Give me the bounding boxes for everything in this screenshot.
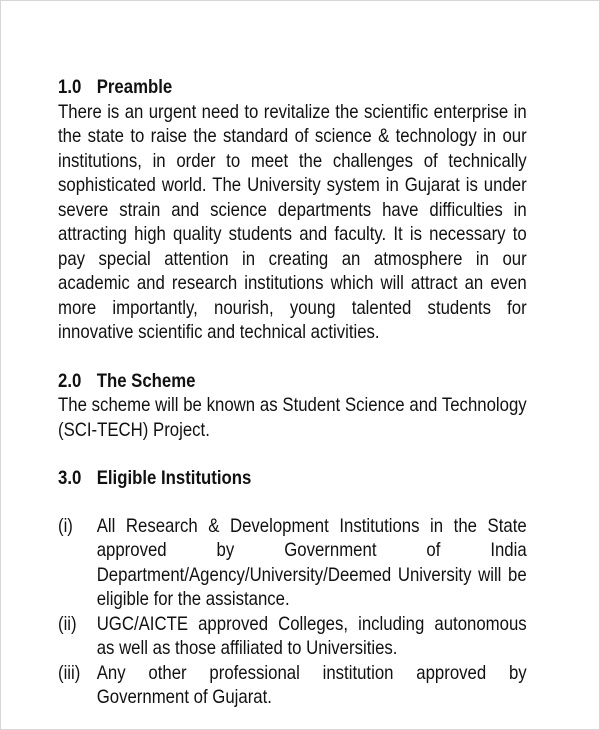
- section-number: 3.0: [58, 467, 82, 489]
- section-title: The Scheme: [96, 369, 196, 392]
- section-number: 2.0: [58, 369, 82, 392]
- section-heading: [58, 466, 527, 491]
- section-body: There is an urgent need to revitalize the scientific enterprise in the state to raise the standard of science & technology in our institutions, in order to meet the challenges of technically sophisticated world. The University system in Gujarat is under severe strain and science departments have difficulties in attracting high quality students and faculty. It is necessary to pay special attention in creating an atmosphere in our academic and research institutions which will attract an even more importantly, nourish, young talented students for innovative scientific and technical activities.: [58, 100, 527, 343]
- list-item: [58, 612, 527, 661]
- list-text: UGC/AICTE approved Colleges, including autonomous as well as those affiliated to Universities.: [96, 612, 527, 659]
- list-marker: (i): [58, 514, 73, 537]
- section-heading: [58, 369, 527, 394]
- section-title: Preamble: [96, 76, 173, 98]
- list-marker: (ii): [58, 612, 77, 635]
- list-item: [58, 661, 527, 710]
- list-text: All Research & Development Institutions in the State approved by Government of India Department/Agency/University/Deemed University will be eligible for the assistance.: [96, 514, 527, 610]
- section-body: The scheme will be known as Student Science and Technology (SCI-TECH) Project.: [58, 394, 527, 441]
- section-preamble: [58, 75, 527, 345]
- section-title: Eligible Institutions: [96, 467, 252, 489]
- list-text: Any other professional institution approved by Government of Gujarat.: [96, 661, 527, 708]
- section-number: 1.0: [58, 76, 82, 98]
- document-content: [58, 75, 527, 710]
- section-scheme: [58, 369, 527, 443]
- list-item: [58, 514, 527, 612]
- section-heading: [58, 75, 527, 100]
- list-marker: (iii): [58, 661, 81, 684]
- section-eligible-institutions: [58, 466, 527, 710]
- eligibility-list: [58, 514, 527, 710]
